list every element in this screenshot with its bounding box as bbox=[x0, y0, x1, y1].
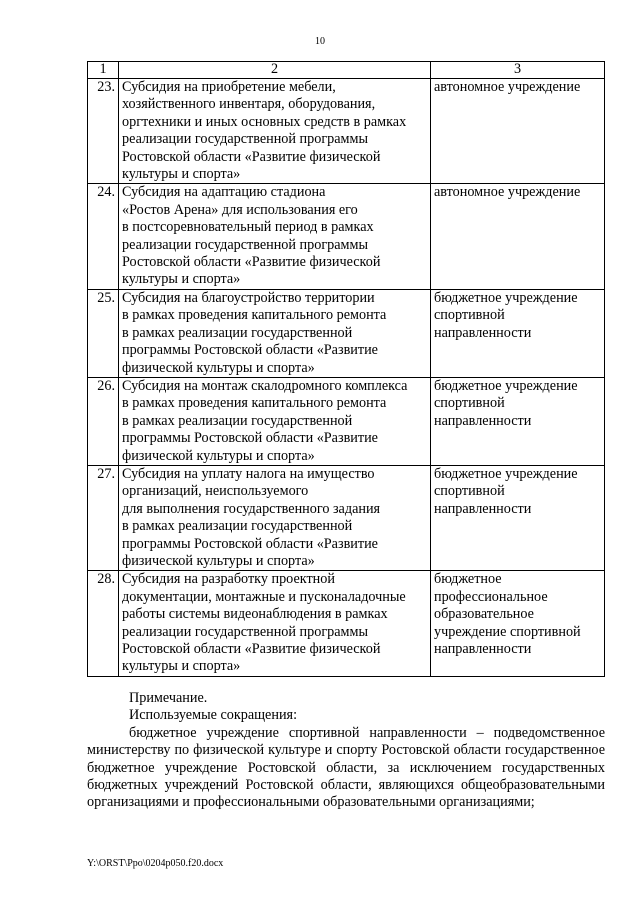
subject-cell: Субсидия на разработку проектной документации, монтажные и пусконаладочные работы системы видеонаблюдения в рамках реализации государственной программы Ростовской области «Развитие физической культуры и спорта» bbox=[119, 571, 431, 676]
subject-cell: Субсидия на монтаж скалодромного комплекса в рамках проведения капитального ремонта в рамках реализации государственной программы Ростовской области «Развитие физической культуры и спорта» bbox=[119, 377, 431, 465]
column-header-3: 3 bbox=[431, 62, 605, 79]
note-paragraph: бюджетное учреждение спортивной направленности – подведомственное министерству по физической культуре и спорту Ростовской области государственное бюджетное учреждение Ростовской области, за исключением государственных бюджетных учреждений Ростовской области, являющихся общеобразовательными организациями и профессиональными образовательными организациями; bbox=[87, 724, 605, 811]
table-row bbox=[88, 79, 605, 184]
page-number: 10 bbox=[315, 36, 325, 47]
column-header-1: 1 bbox=[88, 62, 119, 79]
table-row bbox=[88, 571, 605, 676]
row-number-cell: 25. bbox=[88, 289, 119, 377]
table-row bbox=[88, 184, 605, 289]
note-title: Примечание. bbox=[129, 690, 208, 706]
table-header-row bbox=[88, 62, 605, 79]
table-row bbox=[88, 289, 605, 377]
note-subtitle: Используемые сокращения: bbox=[129, 707, 298, 724]
row-number-cell: 27. bbox=[88, 465, 119, 570]
recipient-cell: бюджетное учреждение спортивной направленности bbox=[431, 377, 605, 465]
subject-cell: Субсидия на благоустройство территории в рамках проведения капитального ремонта в рамках реализации государственной программы Ростовской области «Развитие физической культуры и спорта» bbox=[119, 289, 431, 377]
row-number-cell: 23. bbox=[88, 79, 119, 184]
table-row bbox=[88, 377, 605, 465]
footer-file-path: Y:\ORST\Ppo\0204p050.f20.docx bbox=[87, 858, 224, 869]
recipient-cell: бюджетное учреждение спортивной направленности bbox=[431, 289, 605, 377]
subject-cell: Субсидия на приобретение мебели, хозяйственного инвентаря, оборудования, оргтехники и иных основных средств в рамках реализации государственной программы Ростовской области «Развитие физической культуры и спорта» bbox=[119, 79, 431, 184]
recipient-cell: автономное учреждение bbox=[431, 184, 605, 289]
column-header-2: 2 bbox=[119, 62, 431, 79]
subject-cell: Субсидия на уплату налога на имущество организаций, неиспользуемого для выполнения государственного задания в рамках реализации государственной программы Ростовской области «Развитие физической культуры и спорта» bbox=[119, 465, 431, 570]
subject-cell: Субсидия на адаптацию стадиона «Ростов Арена» для использования его в постсоревновательный период в рамках реализации государственной программы Ростовской области «Развитие физической культуры и спорта» bbox=[119, 184, 431, 289]
note-section bbox=[87, 690, 605, 812]
recipient-cell: автономное учреждение bbox=[431, 79, 605, 184]
recipient-cell: бюджетное учреждение спортивной направленности bbox=[431, 465, 605, 570]
row-number-cell: 24. bbox=[88, 184, 119, 289]
row-number-cell: 26. bbox=[88, 377, 119, 465]
recipient-cell: бюджетное профессиональное образовательное учреждение спортивной направленности bbox=[431, 571, 605, 676]
row-number-cell: 28. bbox=[88, 571, 119, 676]
subsidy-table bbox=[87, 61, 605, 677]
table-row bbox=[88, 465, 605, 570]
